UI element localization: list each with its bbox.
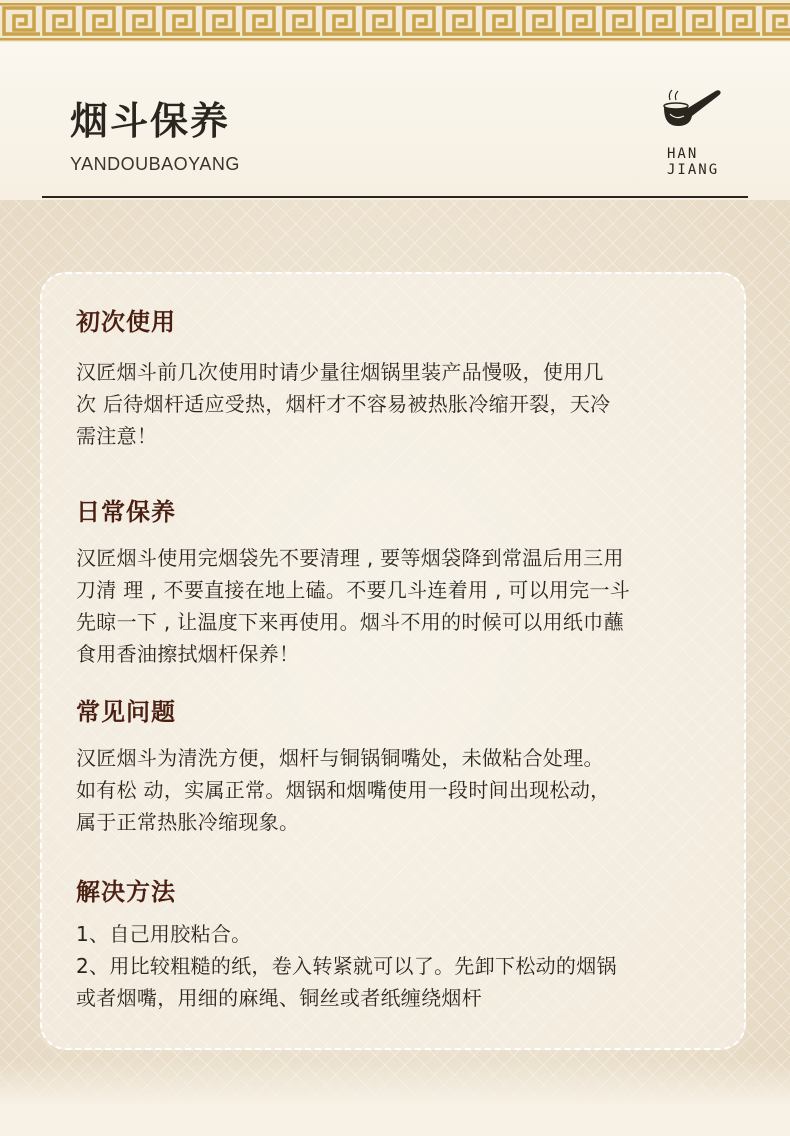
greek-key-pattern [0, 0, 790, 42]
section-heading-first-use: 初次使用 [76, 307, 176, 336]
page-header [0, 42, 790, 200]
section-heading-daily-care: 日常保养 [76, 497, 176, 526]
section-body-daily-care [76, 542, 726, 670]
brand-line-2: JIANG [667, 162, 720, 178]
section-body-faq [76, 742, 726, 838]
text-line: 属于正常热胀冷缩现象。 [76, 810, 300, 834]
greek-key-border [0, 0, 790, 42]
text-line: 2、用比较粗糙的纸，卷入转紧就可以了。先卸下松动的烟锅 [76, 954, 617, 978]
header-divider [42, 196, 748, 198]
page-subtitle: YANDOUBAOYANG [70, 154, 240, 174]
text-line: 汉匠烟斗前几次使用时请少量往烟锅里装产品慢吸，使用几 [76, 360, 604, 384]
pipe-icon [658, 86, 724, 136]
section-heading-solution: 解决方法 [76, 877, 176, 906]
text-line: 1、自己用胶粘合。 [76, 922, 252, 946]
brand-line-1: HAN [667, 146, 699, 162]
bottom-fade [0, 1060, 790, 1136]
text-line: 食用香油擦拭烟杆保养！ [76, 642, 300, 666]
text-line: 刀清 理 , 不要直接在地上磕。不要几斗连着用 , 可以用完一斗 [76, 578, 631, 602]
text-line: 汉匠烟斗为清洗方便，烟杆与铜锅铜嘴处，未做粘合处理。 [76, 746, 604, 770]
text-line: 次 后待烟杆适应受热，烟杆才不容易被热胀冷缩开裂，天冷 [76, 392, 611, 416]
section-heading-faq: 常见问题 [76, 697, 176, 726]
text-line: 先晾一下 , 让温度下来再使用。烟斗不用的时候可以用纸巾蘸 [76, 610, 624, 634]
text-line: 汉匠烟斗使用完烟袋先不要清理 , 要等烟袋降到常温后用三用 [76, 546, 624, 570]
section-body-solution [76, 918, 726, 1014]
section-body-first-use [76, 356, 726, 452]
brand-name [667, 146, 719, 178]
text-line: 需注意！ [76, 424, 158, 448]
page-title: 烟斗保养 [70, 99, 231, 143]
text-line: 或者烟嘴，用细的麻绳、铜丝或者纸缠绕烟杆 [76, 986, 482, 1010]
text-line: 如有松 动，实属正常。烟锅和烟嘴使用一段时间出现松动， [76, 778, 611, 802]
